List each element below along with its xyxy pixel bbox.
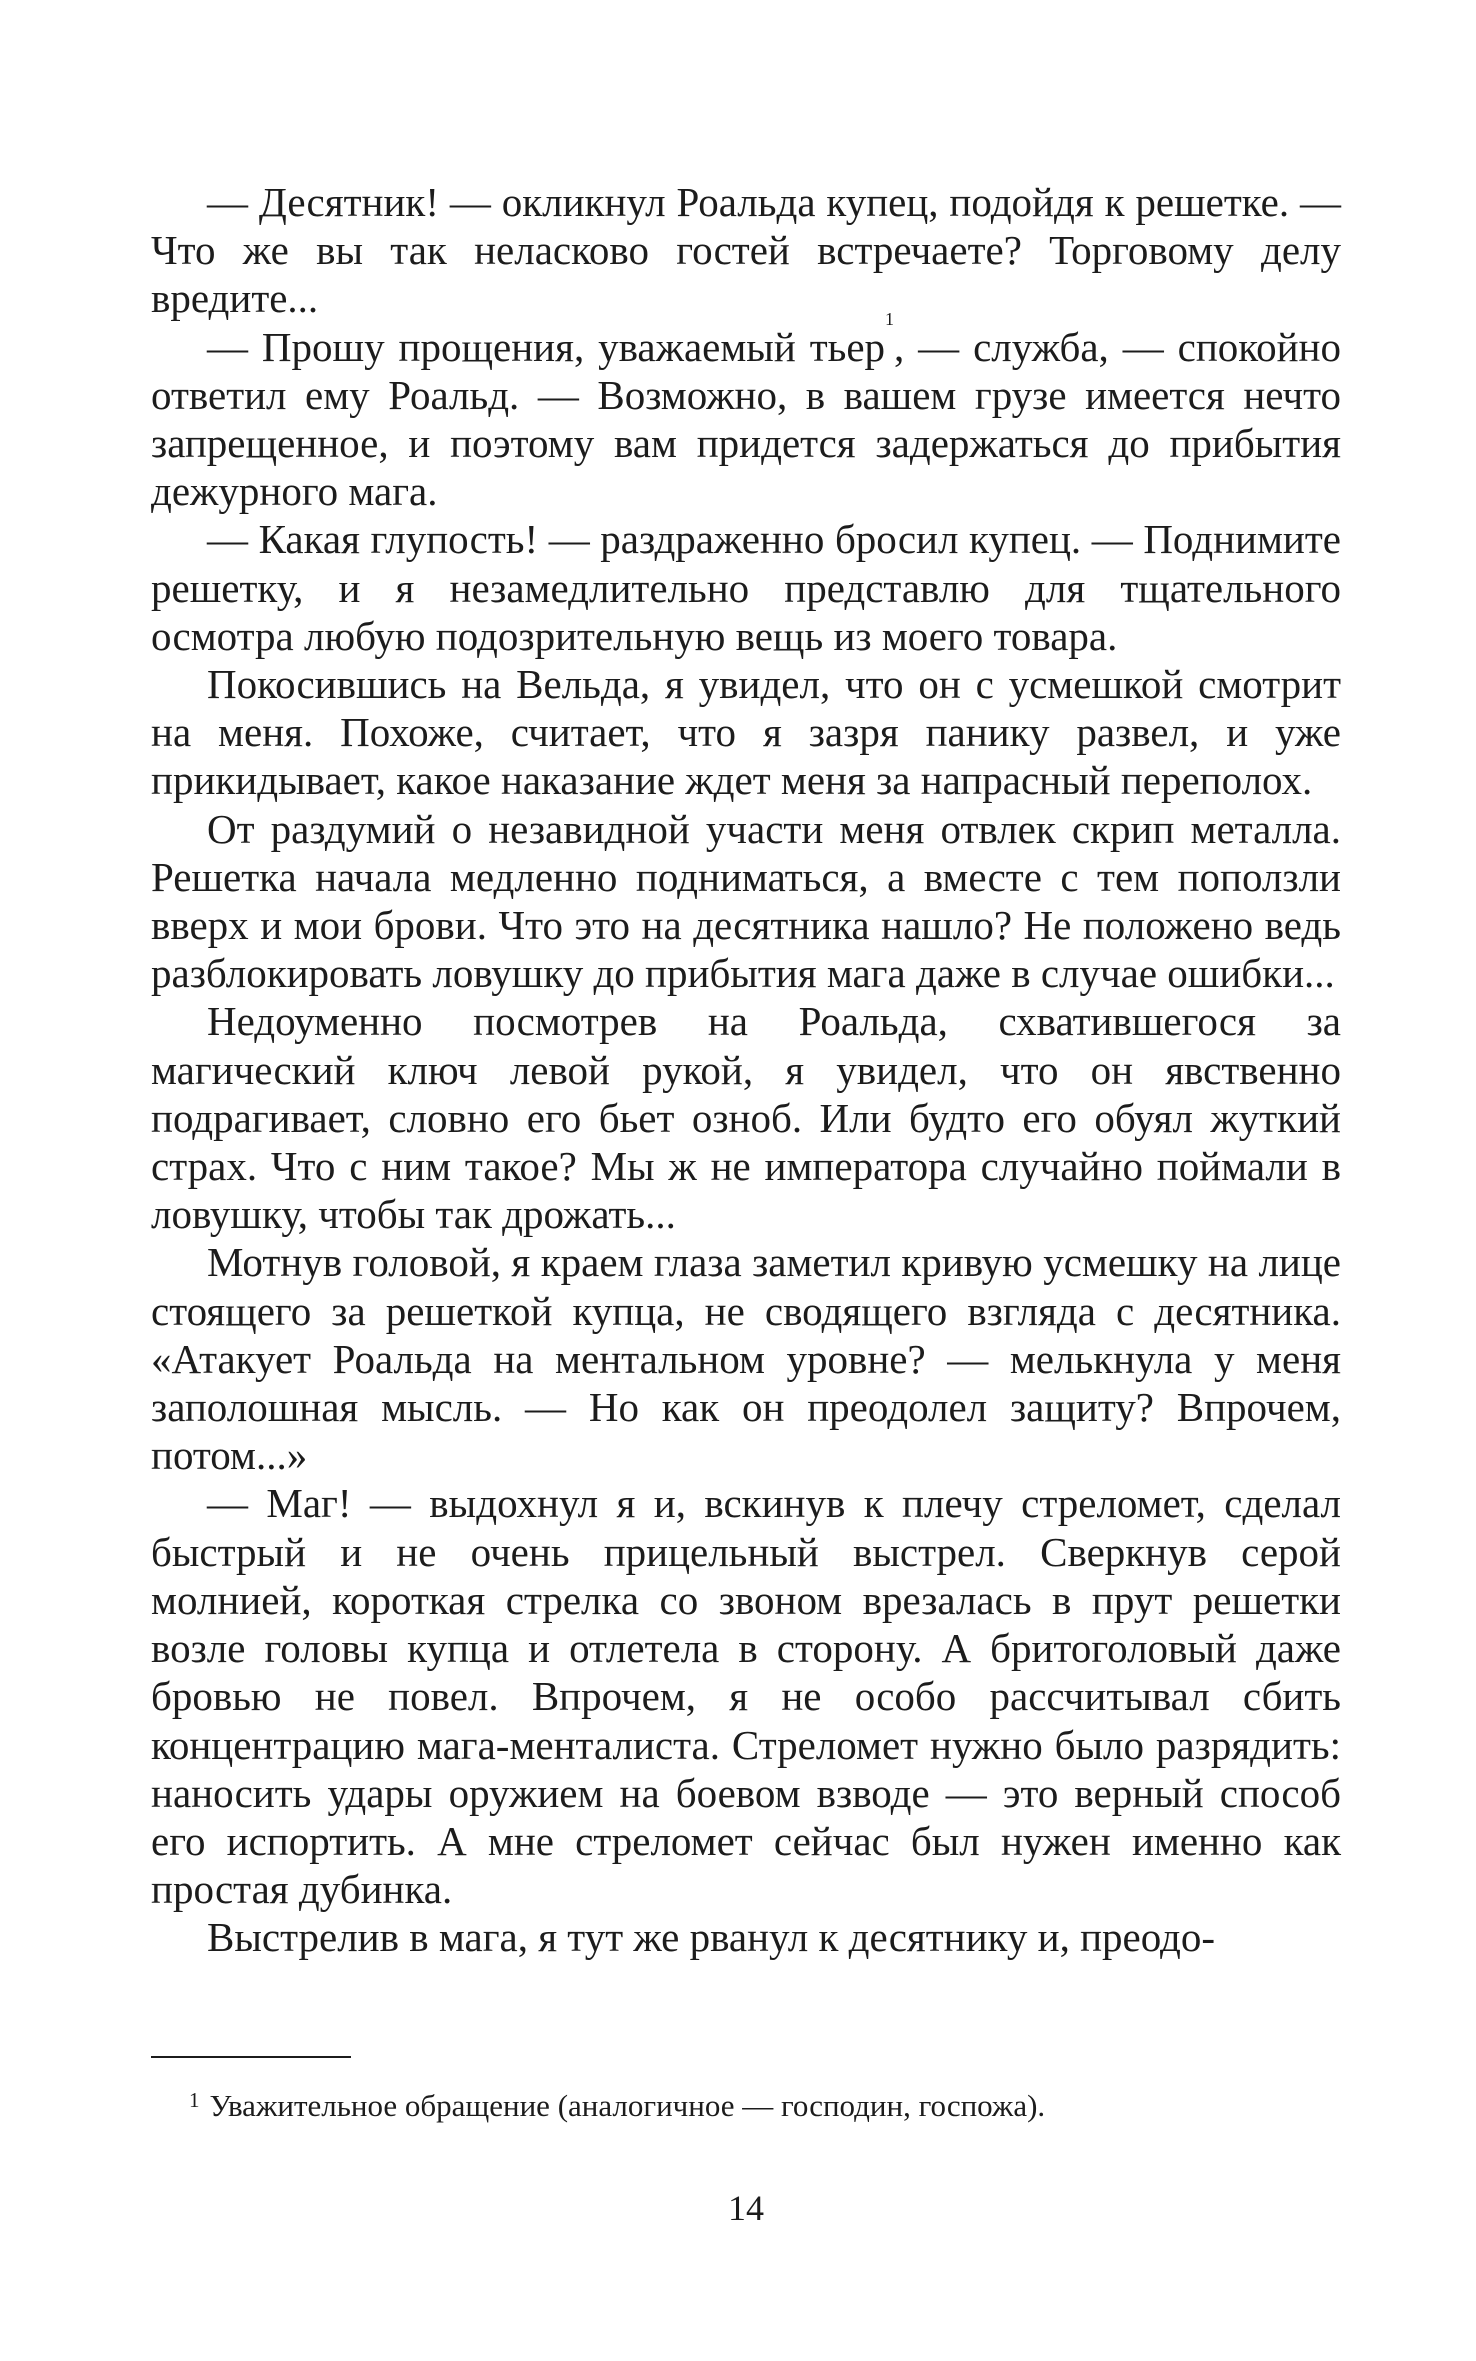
page-number: 14 [728, 2188, 764, 2228]
footnote-divider [151, 2056, 351, 2058]
footnote-mark: 1 [189, 2088, 200, 2112]
paragraph-8: — Маг! — выдохнул я и, вскинув к плечу стреломет, сделал быстрый и не очень прицельный выстрел. Сверкнув серой молнией, короткая стрелка со звоном врезалась в прут решетки возле головы купца и отлетела в сторону. А бритоголовый даже бровью не повел. Впрочем, я не особо рассчитывал сбить концентрацию мага-менталиста. Стреломет нужно было разрядить: наносить удары оружием на боевом взводе — это верный способ его испортить. А мне стреломет сейчас был нужен именно как простая дубинка. [151, 1480, 1341, 1913]
paragraph-5: От раздумий о незавидной участи меня отвлек скрип металла. Решетка начала медленно подниматься, а вместе с тем поползли вверх и мои брови. Что это на десятника нашло? Не положено ведь разблокировать ловушку до прибытия мага даже в случае ошибки... [151, 805, 1341, 997]
paragraph-4: Покосившись на Вельда, я увидел, что он с усмешкой смотрит на меня. Похоже, считает, что я зазря панику развел, и уже прикидывает, какое наказание ждет меня за напрасный переполох. [151, 661, 1341, 804]
paragraph-9: Выстрелив в мага, я тут же рванул к десятнику и, преодо- [207, 1914, 1216, 1961]
paragraph-7: Мотнув головой, я краем глаза заметил кривую усмешку на лице стоящего за решеткой купца, не сводящего взгляда с десятника. «Атакует Роальда на ментальном уровне? — мелькнула у меня заполошная мысль. — Но как он преодолел защиту? Впрочем, потом...» [151, 1239, 1341, 1479]
paragraph-3: — Какая глупость! — раздраженно бросил купец. — Поднимите решетку, и я незамедлительно представлю для тщательного осмотра любую подозрительную вещь из моего товара. [151, 516, 1341, 659]
footnote-reference[interactable]: 1 [885, 308, 895, 329]
footnote [189, 2088, 1045, 2124]
book-page [151, 178, 1341, 2228]
footnote-text: Уважительное обращение (аналогичное — господин, госпожа). [209, 2088, 1046, 2123]
paragraph-6: Недоуменно посмотрев на Роальда, схватившегося за магический ключ левой рукой, я увидел, что он явственно подрагивает, словно его бьет озноб. Или будто его обуял жуткий страх. Что с ним такое? Мы ж не императора случайно поймали в ловушку, чтобы так дрожать... [151, 998, 1341, 1238]
body-text [151, 178, 1341, 1962]
paragraph-2 [151, 308, 1341, 516]
paragraph-2-start: — Прошу прощения, уважаемый тьер [207, 323, 886, 370]
paragraph-2-end: , — служба, — спокойно ответил ему Роальд. — Возможно, в вашем грузе имеется нечто запрещенное, и поэтому вам придется задержаться до прибытия дежурного мага. [151, 323, 1341, 515]
paragraph-1: — Десятник! — окликнул Роальда купец, подойдя к решетке. — Что же вы так неласково гостей встречаете? Торговому делу вредите... [151, 179, 1341, 322]
